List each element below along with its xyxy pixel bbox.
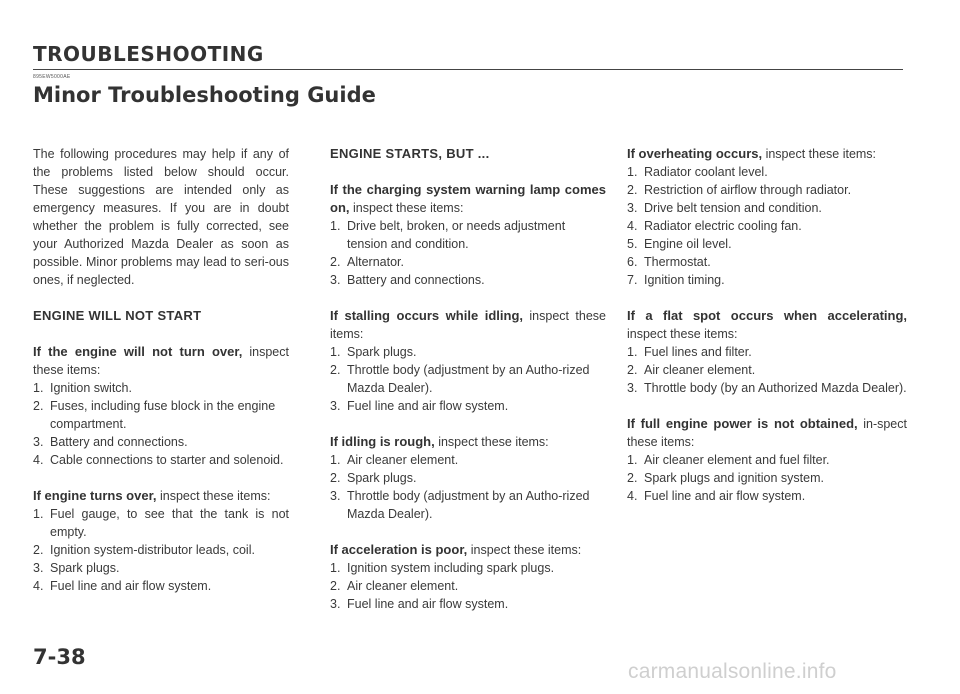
list-item-text: Battery and connections.: [50, 435, 188, 449]
group-lead-bold: If the charging system warning lamp comes on,: [330, 182, 606, 215]
list-item-text: Radiator electric cooling fan.: [644, 219, 802, 233]
list-item-text: Fuel line and air flow system.: [644, 489, 806, 503]
watermark: carmanualsonline.info: [628, 660, 837, 683]
list-item: [627, 469, 907, 487]
group-lead: [330, 433, 606, 451]
list-item-number: 1.: [627, 453, 638, 467]
inspection-list: [627, 451, 907, 505]
column-3: [627, 145, 907, 505]
list-item-text: Thermostat.: [644, 255, 711, 269]
group-lead-rest: inspect these items:: [434, 435, 549, 449]
list-item-text: Drive belt, broken, or needs adjustment tension and condition.: [347, 219, 566, 251]
list-item: 4. Cable connections to starter and solenoid.: [33, 453, 284, 467]
group-lead-bold: If idling is rough,: [330, 434, 435, 449]
group-lead-bold: If overheating occurs,: [627, 146, 763, 161]
list-item: 1. Ignition switch.: [33, 381, 132, 395]
document-code: 895EW5000AE: [33, 74, 71, 80]
group-lead: [330, 181, 606, 217]
list-item-text: Ignition timing.: [644, 273, 725, 287]
list-item-text: Throttle body (by an Authorized Mazda Dealer).: [644, 381, 907, 395]
inspection-list: [330, 343, 606, 415]
list-item: 3. Spark plugs.: [33, 561, 120, 575]
group-lead: [627, 415, 907, 451]
list-item: 3. Fuel line and air flow system.: [330, 399, 509, 413]
group-lead: [330, 307, 606, 343]
list-item: 2. Restriction of airflow through radiator.: [627, 183, 852, 197]
group-lead-bold: If the engine will not turn over,: [33, 344, 243, 359]
list-item-text: Ignition switch.: [50, 381, 132, 395]
list-item: 2. Spark plugs.: [330, 471, 417, 485]
list-item-text: Throttle body (adjustment by an Autho-rized Mazda Dealer).: [347, 489, 590, 521]
group-lead: [33, 487, 289, 505]
list-item: 5. Engine oil level.: [627, 237, 732, 251]
list-item: 3. Battery and connections.: [330, 273, 485, 287]
list-item-number: 2.: [627, 471, 638, 485]
list-item-text: Cable connections to starter and solenoid.: [50, 453, 284, 467]
list-item: 1. Fuel lines and filter.: [627, 345, 752, 359]
inspection-list: [627, 343, 907, 397]
heading-engine-will-not-start: ENGINE WILL NOT START: [33, 308, 202, 323]
list-item: 2. Fuses, including fuse block in the engine compartment.: [33, 399, 276, 431]
list-item-text: Fuel line and air flow system.: [347, 597, 509, 611]
group-lead-rest: inspect these items:: [762, 147, 877, 161]
group-lead-rest: in-spect these items:: [627, 417, 907, 449]
heading-engine-starts-but: ENGINE STARTS, BUT ...: [330, 146, 490, 161]
inspection-list: [330, 559, 606, 613]
list-item: 2. Air cleaner element.: [330, 579, 459, 593]
inspection-list: [330, 451, 606, 523]
inspection-list: [627, 163, 907, 289]
list-item-text: Ignition system-distributor leads, coil.: [50, 543, 255, 557]
list-item-text: Air cleaner element.: [347, 453, 459, 467]
inspection-list: [330, 217, 606, 289]
column-1: [33, 145, 289, 595]
list-item-text: Battery and connections.: [347, 273, 485, 287]
group-lead: [33, 343, 289, 379]
list-item: 2. Throttle body (adjustment by an Autho-rized Mazda Dealer).: [330, 363, 590, 395]
group-lead-bold: If a flat spot occurs when accelerating,: [627, 308, 907, 323]
list-item: 1. Fuel gauge, to see that the tank is not empty.: [33, 507, 289, 539]
group-lead-rest: inspect these items:: [156, 489, 271, 503]
column-2: [330, 145, 606, 613]
page-number: 7-38: [33, 645, 86, 669]
group-lead: [627, 145, 907, 163]
list-item: 2. Alternator.: [330, 255, 404, 269]
list-item: 3. Throttle body (adjustment by an Autho-rized Mazda Dealer).: [330, 489, 590, 521]
list-item: 1. Drive belt, broken, or needs adjustment tension and condition.: [330, 219, 566, 251]
list-item: 1. Radiator coolant level.: [627, 165, 768, 179]
list-item-text: Fuel line and air flow system.: [347, 399, 509, 413]
group-lead: [330, 541, 606, 559]
list-item-text: Drive belt tension and condition.: [644, 201, 822, 215]
group-lead-bold: If full engine power is not obtained,: [627, 416, 858, 431]
list-item: 4. Fuel line and air flow system.: [33, 579, 212, 593]
list-item: 2. Air cleaner element.: [627, 363, 756, 377]
list-item-text: Ignition system including spark plugs.: [347, 561, 555, 575]
group-lead-rest: inspect these items:: [349, 201, 464, 215]
list-item-text: Spark plugs and ignition system.: [644, 471, 824, 485]
list-item-text: Fuel line and air flow system.: [50, 579, 212, 593]
inspection-list: [33, 379, 289, 469]
list-item-text: Restriction of airflow through radiator.: [644, 183, 852, 197]
list-item-text: Spark plugs.: [347, 471, 417, 485]
list-item-text: Engine oil level.: [644, 237, 732, 251]
group-lead-bold: If stalling occurs while idling,: [330, 308, 523, 323]
group-lead-bold: If engine turns over,: [33, 488, 157, 503]
list-item: 3. Fuel line and air flow system.: [330, 597, 509, 611]
list-item-text: Fuel lines and filter.: [644, 345, 752, 359]
section-title: TROUBLESHOOTING: [33, 42, 264, 66]
group-lead-rest: inspect these items:: [330, 309, 606, 341]
list-item-text: Spark plugs.: [50, 561, 120, 575]
list-item: 3. Throttle body (by an Authorized Mazda Dealer).: [627, 381, 907, 395]
group-lead: [627, 307, 907, 343]
list-item: [627, 487, 907, 505]
list-item-number: 4.: [627, 489, 638, 503]
list-item: [627, 451, 907, 469]
list-item: 1. Spark plugs.: [330, 345, 417, 359]
page-title: Minor Troubleshooting Guide: [33, 83, 376, 107]
list-item: 1. Air cleaner element.: [330, 453, 459, 467]
list-item-text: Spark plugs.: [347, 345, 417, 359]
intro-paragraph: The following procedures may help if any of the problems listed below should occur. These suggestions are intended only as emergency measures. If you are in doubt whether the problem is fully corrected, see your Authorized Mazda Dealer as soon as possible. Minor problems may lead to seri-ous ones, if neglected.: [33, 147, 289, 287]
list-item-text: Throttle body (adjustment by an Autho-rized Mazda Dealer).: [347, 363, 590, 395]
list-item: 7. Ignition timing.: [627, 273, 725, 287]
header-divider: [33, 69, 903, 70]
list-item-text: Alternator.: [347, 255, 404, 269]
list-item: 3. Drive belt tension and condition.: [627, 201, 822, 215]
list-item: 6. Thermostat.: [627, 255, 711, 269]
list-item-text: Air cleaner element.: [347, 579, 459, 593]
list-item-text: Fuses, including fuse block in the engine compartment.: [50, 399, 276, 431]
group-lead-rest: inspect these items:: [467, 543, 582, 557]
group-lead-rest: inspect these items:: [627, 327, 738, 341]
list-item-text: Fuel gauge, to see that the tank is not empty.: [50, 507, 289, 539]
list-item: 3. Battery and connections.: [33, 435, 188, 449]
list-item-text: Radiator coolant level.: [644, 165, 768, 179]
list-item-text: Air cleaner element and fuel filter.: [644, 453, 830, 467]
group-lead-rest: inspect these items:: [33, 345, 289, 377]
list-item-text: Air cleaner element.: [644, 363, 756, 377]
group-lead-bold: If acceleration is poor,: [330, 542, 468, 557]
list-item: 4. Radiator electric cooling fan.: [627, 219, 802, 233]
inspection-list: [33, 505, 289, 595]
list-item: 1. Ignition system including spark plugs.: [330, 561, 555, 575]
list-item: 2. Ignition system-distributor leads, coil.: [33, 543, 255, 557]
